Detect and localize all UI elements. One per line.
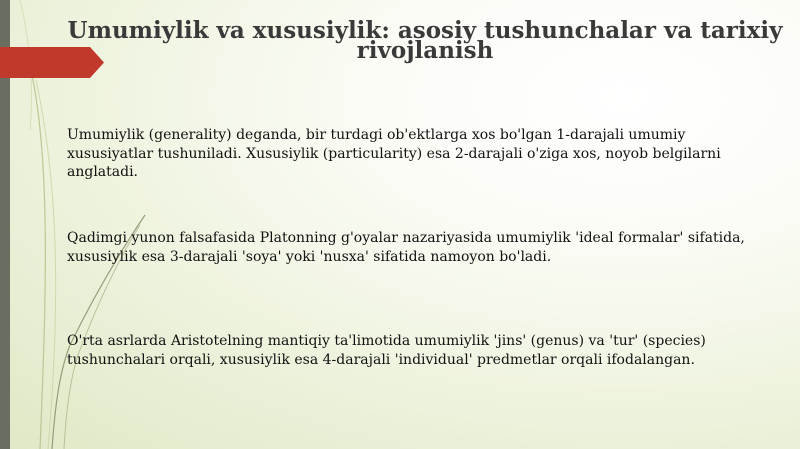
paragraph-aristotle: O'rta asrlarda Aristotelning mantiqiy ta'limotida umumiylik 'jins' (genus) va 'tur' (species) tushunchalari orqali, xususiylik esa 4-darajali 'individual' predmetlar orqali ifodalangan. [67,333,706,368]
paragraph-plato: Qadimgi yunon falsafasida Platonning g'oyalar nazariyasida umumiylik 'ideal formalar' sifatida, xususiylik esa 3-darajali 'soya' yoki 'nusxa' sifatida namoyon bo'ladi. [67,230,745,265]
paragraph-generality: Umumiylik (generality) deganda, bir turdagi ob'ektlarga xos bo'lgan 1-darajali umumiy xususiyatlar tushuniladi. Xususiylik (particularity) esa 2-darajali o'ziga xos, noyob belgilarni anglatadi. [67,127,721,180]
slide-title: Umumiylik va xususiylik: asosiy tushunchalar va tarixiy rivojlanish [67,17,783,64]
